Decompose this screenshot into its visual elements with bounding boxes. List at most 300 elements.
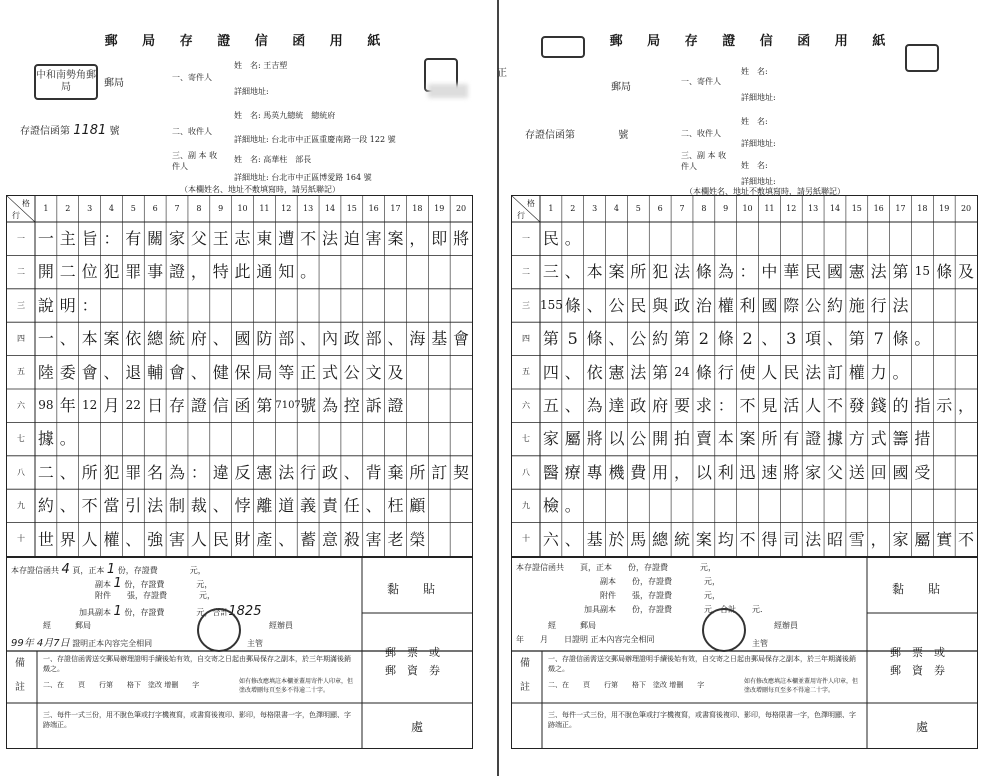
grid-character: 得 bbox=[761, 529, 778, 549]
grid-character: 案 bbox=[608, 262, 625, 282]
grid-character: 開 bbox=[652, 429, 669, 449]
remark-2: 二、在 頁 行第 格下 塗改 增刪 字 bbox=[548, 681, 705, 689]
grid-character: 所 bbox=[761, 429, 778, 449]
row-label: 一 bbox=[522, 233, 530, 243]
grid-character: 。 bbox=[564, 496, 581, 516]
grid-character: 、 bbox=[343, 462, 360, 482]
grid-character: 有 bbox=[783, 429, 800, 449]
grid-character: 民 bbox=[630, 295, 647, 315]
grid-character: 為 bbox=[717, 262, 734, 282]
cc-name: 高華柱 部長 bbox=[263, 155, 312, 164]
recipient-name: 馬英九總統 總統府 bbox=[263, 111, 336, 120]
text: 經 bbox=[43, 621, 51, 630]
text: 份，存證費 bbox=[124, 608, 165, 617]
grid-character: 第 bbox=[892, 262, 909, 282]
column-number: 14 bbox=[324, 204, 336, 213]
grid-character: 背 bbox=[365, 462, 382, 482]
row-label: 三 bbox=[522, 300, 530, 310]
grid-character: 父 bbox=[826, 462, 843, 482]
grid-character: 98 bbox=[38, 398, 54, 412]
grid-character: 義 bbox=[300, 496, 317, 516]
grid-character: 、 bbox=[278, 529, 295, 549]
grid-character: 法 bbox=[870, 262, 887, 282]
grid-character: 顧 bbox=[409, 496, 426, 516]
grid-character: 賣 bbox=[695, 429, 712, 449]
remark-3: 三、每件一式三份，用不脫色筆或打字機複寫，或書寫後複印、影印，每格限書一字，色澤明顯、字跡端正。 bbox=[43, 711, 351, 729]
grid-character: 害 bbox=[169, 529, 186, 549]
grid-character: 馬 bbox=[630, 529, 647, 549]
stamp-icon bbox=[541, 36, 585, 58]
grid-character: 2 bbox=[698, 329, 709, 349]
grid-character: 約 bbox=[37, 496, 54, 516]
footer-via bbox=[43, 620, 91, 631]
text-grid bbox=[511, 195, 978, 557]
stamp-area-label: 郵 票 或 郵 資 券 bbox=[890, 646, 945, 677]
grid-character: 據 bbox=[37, 429, 54, 449]
grid-character: 法 bbox=[674, 262, 691, 282]
grid-character: 的 bbox=[892, 396, 909, 415]
grid-character: 求 bbox=[695, 396, 712, 415]
grid-character: 費 bbox=[630, 462, 647, 482]
grid-character: 引 bbox=[125, 496, 142, 516]
sender-name-row bbox=[234, 60, 287, 71]
recipient-name-row bbox=[234, 110, 335, 121]
grid-character: 世 bbox=[37, 529, 54, 549]
grid-character: 公 bbox=[630, 429, 647, 449]
grid-character: 道 bbox=[278, 496, 295, 516]
text: 附件 bbox=[95, 591, 111, 600]
grid-character: 公 bbox=[805, 295, 822, 315]
grid-character: 拍 bbox=[674, 429, 691, 449]
grid-character: 約 bbox=[652, 329, 669, 349]
grid-character: 海 bbox=[409, 329, 426, 349]
field-label: 姓 名: bbox=[234, 155, 261, 164]
grid-character: 害 bbox=[365, 229, 382, 248]
grid-character: 速 bbox=[761, 462, 778, 482]
remarks-label: 備 註 bbox=[520, 658, 530, 693]
sender-addr-row: 詳細地址: bbox=[741, 93, 776, 102]
grid-character: 家 bbox=[169, 229, 186, 248]
certificate-suffix: 號 bbox=[618, 130, 629, 141]
grid-character: 本 bbox=[717, 429, 734, 449]
grid-character: 、 bbox=[125, 529, 142, 549]
grid-character: 行 bbox=[717, 362, 734, 382]
row-label: 二 bbox=[17, 267, 25, 277]
field-label: 姓 名: bbox=[234, 111, 261, 120]
column-number: 6 bbox=[657, 204, 663, 213]
postmark-icon bbox=[702, 608, 746, 652]
text: 本存證信函共 bbox=[516, 563, 564, 572]
grid-character: 條 bbox=[892, 329, 909, 349]
recipient-label: 二、收件人 bbox=[172, 127, 212, 136]
grid-character: 財 bbox=[234, 529, 251, 549]
grid-character: 輔 bbox=[147, 362, 164, 382]
grid-character: 案 bbox=[387, 229, 404, 248]
form-title: 郵 局 存 證 信 函 用 紙 bbox=[609, 34, 896, 49]
grid-character: 施 bbox=[848, 295, 865, 315]
grid-character: 契 bbox=[453, 462, 470, 482]
grid-character: 。 bbox=[892, 362, 909, 382]
grid-character: 一 bbox=[37, 229, 54, 248]
grid-character: 人 bbox=[190, 529, 207, 549]
grid-character: 二 bbox=[59, 262, 76, 282]
grid-character: 人 bbox=[761, 362, 778, 382]
grid-character: 民 bbox=[542, 229, 559, 248]
grid-character: 中 bbox=[761, 262, 778, 282]
grid-character: 會 bbox=[169, 362, 186, 382]
original-count: 1 bbox=[106, 562, 116, 577]
grid-character: 害 bbox=[365, 529, 382, 549]
text: 元． bbox=[752, 605, 768, 614]
grid-character: 國 bbox=[892, 462, 909, 482]
grid-character: 據 bbox=[826, 429, 843, 449]
grid-character: 所 bbox=[630, 262, 647, 282]
row-label: 四 bbox=[17, 333, 25, 343]
grid-character: 3 bbox=[786, 329, 797, 349]
paste-label: 黏 貼 bbox=[892, 582, 941, 596]
grid-character: 正 bbox=[300, 362, 317, 382]
remark-3: 三、每件一式三份，用不脫色筆或打字機複寫，或書寫後複印、影印，每格限書一字，色澤明顯、字跡端正。 bbox=[548, 711, 856, 729]
grid-character: 法 bbox=[321, 229, 338, 248]
grid-character: 離 bbox=[256, 496, 273, 516]
grid-character: 六 bbox=[542, 529, 559, 549]
grid-character: 統 bbox=[169, 329, 186, 349]
grid-character: 年 bbox=[59, 396, 76, 415]
remark-2: 二、在 頁 行第 格下 塗改 增刪 字 bbox=[43, 681, 200, 689]
grid-character: 不 bbox=[81, 496, 98, 516]
field-label: 姓 名: bbox=[234, 61, 261, 70]
text: 份，存證費 bbox=[117, 566, 158, 575]
column-number: 18 bbox=[412, 204, 423, 213]
grid-character: 。 bbox=[564, 229, 581, 248]
grid-character: 、 bbox=[608, 329, 625, 349]
handler-label: 經辦員 bbox=[269, 621, 293, 630]
grid-character: 5 bbox=[567, 329, 578, 349]
column-number: 1 bbox=[548, 204, 554, 213]
text: 年 月 日證明 bbox=[516, 635, 588, 644]
column-number: 16 bbox=[873, 204, 884, 213]
footer-row-2 bbox=[95, 576, 212, 591]
grid-character: 、 bbox=[564, 529, 581, 549]
grid-character: 將 bbox=[453, 229, 470, 248]
grid-character: 條 bbox=[936, 262, 953, 282]
certificate-label: 存證信函第 bbox=[20, 126, 70, 137]
date-handwritten: 99年 4月7日 bbox=[11, 638, 70, 649]
grid-character: 、 bbox=[59, 496, 76, 516]
grid-character: 所 bbox=[81, 462, 98, 482]
grid-character: 法 bbox=[805, 362, 822, 382]
grid-character: 利 bbox=[739, 295, 756, 315]
grid-character: 與 bbox=[652, 295, 669, 315]
grid-character: 違 bbox=[212, 462, 229, 482]
grid-character: 即 bbox=[431, 229, 448, 248]
grid-character: 12 bbox=[81, 398, 98, 412]
grid-character: 殺 bbox=[343, 529, 360, 549]
grid-character: 憲 bbox=[608, 362, 625, 382]
grid-character: ： bbox=[81, 295, 98, 315]
grid-character: 醫 bbox=[542, 462, 559, 482]
text: 加具副本 bbox=[584, 605, 616, 614]
grid-character: 公 bbox=[343, 362, 360, 382]
grid-character: 。 bbox=[300, 262, 317, 282]
grid-character: 明 bbox=[59, 295, 76, 315]
grid-character: 悖 bbox=[234, 496, 251, 516]
row-label: 九 bbox=[17, 500, 25, 510]
grid-character: 案 bbox=[695, 529, 712, 549]
grid-character: 部 bbox=[365, 329, 382, 349]
grid-character: 強 bbox=[147, 529, 164, 549]
grid-character: 名 bbox=[147, 462, 164, 482]
grid-character: 反 bbox=[234, 462, 251, 482]
grid-character: 控 bbox=[343, 396, 360, 415]
column-number: 11 bbox=[259, 204, 270, 213]
grid-character: 、 bbox=[59, 462, 76, 482]
grid-character: 不 bbox=[739, 396, 756, 415]
sender-label: 一、寄件人 bbox=[172, 73, 212, 82]
copy-count: 1 bbox=[113, 576, 122, 591]
grid-character: 依 bbox=[125, 329, 142, 349]
grid-character: 際 bbox=[783, 295, 800, 315]
stamp-area-label: 郵 票 或 郵 資 券 bbox=[385, 646, 440, 677]
grid-character: 犯 bbox=[103, 262, 120, 282]
column-number: 10 bbox=[742, 204, 753, 213]
grid-character: 示 bbox=[936, 396, 953, 415]
post-office-label: 郵局 bbox=[104, 78, 124, 89]
grid-character: 式 bbox=[870, 429, 887, 449]
grid-character: 回 bbox=[870, 462, 887, 482]
grid-character: 籌 bbox=[892, 429, 909, 449]
grid-character: 第 bbox=[848, 329, 865, 349]
form-note: （本欄姓名、地址不敷填寫時，請另紙聯記） bbox=[685, 187, 845, 196]
grid-character: 開 bbox=[37, 262, 54, 282]
grid-character: ， bbox=[674, 462, 691, 482]
sender-addr-row bbox=[234, 86, 269, 97]
grid-character: 產 bbox=[256, 529, 273, 549]
grid-character: 達 bbox=[608, 396, 625, 415]
grid-character: 二 bbox=[37, 462, 54, 482]
grid-character: 犯 bbox=[652, 262, 669, 282]
postmark-icon bbox=[197, 608, 241, 652]
grid-character: 。 bbox=[59, 429, 76, 449]
grid-corner-label: 格 bbox=[527, 199, 535, 208]
grid-character: 、 bbox=[103, 362, 120, 382]
grid-character: 案 bbox=[103, 329, 120, 349]
grid-character: 內 bbox=[321, 329, 338, 349]
grid-character: ： bbox=[103, 229, 120, 248]
grid-character: 證 bbox=[387, 396, 404, 415]
certificate-number bbox=[20, 122, 119, 138]
grid-character: 家 bbox=[542, 429, 559, 449]
remark-2b: 如有修改應填註本欄並蓋用寄件人印章，但塗改增刪每頁至多不得逾二十字。 bbox=[744, 678, 859, 694]
grid-character: 局 bbox=[256, 362, 273, 382]
column-number: 16 bbox=[368, 204, 379, 213]
grid-character: 實 bbox=[936, 529, 953, 549]
grid-character: 療 bbox=[564, 462, 581, 482]
column-number: 17 bbox=[390, 204, 401, 213]
grid-corner-label: 行 bbox=[12, 211, 20, 220]
grid-character: 2 bbox=[742, 329, 753, 349]
grid-character: 及 bbox=[387, 362, 404, 382]
column-number: 2 bbox=[570, 204, 576, 213]
grid-character: 號 bbox=[300, 396, 317, 415]
grid-character: 公 bbox=[608, 295, 625, 315]
grid-character: 總 bbox=[652, 529, 669, 549]
certificate-suffix: 號 bbox=[109, 126, 120, 137]
grid-character: 條 bbox=[564, 295, 581, 315]
grid-character: 國 bbox=[826, 262, 843, 282]
grid-character: 統 bbox=[674, 529, 691, 549]
grid-character: 、 bbox=[59, 329, 76, 349]
text: 正本內容完全相同 bbox=[590, 635, 655, 644]
text: 份，存證費 bbox=[628, 563, 668, 572]
grid-character: 棄 bbox=[387, 462, 404, 482]
column-number: 7 bbox=[679, 204, 685, 213]
grid-character: 所 bbox=[409, 462, 426, 482]
column-number: 2 bbox=[65, 204, 71, 213]
grid-character: 條 bbox=[695, 362, 712, 382]
grid-character: 責 bbox=[321, 496, 338, 516]
stamp-text: 中和南勢角郵局 bbox=[36, 70, 96, 93]
row-label: 八 bbox=[17, 467, 25, 477]
column-number: 18 bbox=[917, 204, 928, 213]
text: 元， bbox=[704, 577, 720, 586]
grid-character: 政 bbox=[674, 295, 691, 315]
grid-character: 昭 bbox=[826, 529, 843, 549]
column-number: 20 bbox=[455, 204, 467, 213]
text: 郵局 bbox=[75, 621, 91, 630]
grid-character: 不 bbox=[739, 529, 756, 549]
grid-character: 東 bbox=[256, 229, 273, 248]
total-value: 1825 bbox=[228, 604, 262, 619]
footer-row-1 bbox=[11, 562, 206, 577]
extra-copy-count: 1 bbox=[113, 604, 122, 619]
grid-character: 王 bbox=[212, 229, 229, 248]
grid-character: 民 bbox=[212, 529, 229, 549]
grid-character: 第 bbox=[674, 329, 691, 349]
grid-character: 家 bbox=[892, 529, 909, 549]
cc-addr-row: 詳細地址: bbox=[741, 177, 776, 186]
column-number: 8 bbox=[196, 204, 202, 213]
column-number: 15 bbox=[346, 204, 357, 213]
grid-character: 關 bbox=[147, 229, 164, 248]
grid-character: 約 bbox=[826, 295, 843, 315]
text: 附件 bbox=[600, 591, 616, 600]
grid-character: 受 bbox=[914, 462, 931, 482]
grid-character: ， bbox=[958, 396, 975, 415]
field-label: 詳細地址: bbox=[234, 87, 269, 96]
grid-character: 活 bbox=[783, 396, 800, 415]
column-number: 4 bbox=[613, 204, 620, 213]
page-divider bbox=[497, 0, 499, 776]
grid-character: 特 bbox=[212, 262, 229, 282]
grid-character: 說 bbox=[37, 295, 54, 315]
grid-character: 存 bbox=[169, 396, 186, 415]
footer-row-2 bbox=[600, 576, 720, 587]
form-title: 郵 局 存 證 信 函 用 紙 bbox=[104, 34, 391, 49]
grid-character: 府 bbox=[190, 329, 207, 349]
column-number: 4 bbox=[108, 204, 115, 213]
text: 元， bbox=[189, 566, 206, 575]
grid-character: 依 bbox=[586, 362, 603, 382]
grid-character: 四 bbox=[542, 362, 559, 382]
grid-character: 政 bbox=[630, 396, 647, 415]
grid-character: 檢 bbox=[542, 496, 559, 516]
grid-character: 訂 bbox=[826, 362, 843, 382]
grid-character: 措 bbox=[914, 429, 931, 449]
grid-character: 裁 bbox=[190, 496, 207, 516]
grid-character: 民 bbox=[805, 262, 822, 282]
cc-address: 台北市中正區博愛路 164 號 bbox=[271, 173, 372, 182]
grid-character: 、 bbox=[564, 262, 581, 282]
recipient-addr-row: 詳細地址: bbox=[741, 139, 776, 148]
grid-character: 屬 bbox=[564, 429, 581, 449]
recipient-label: 二、收件人 bbox=[681, 129, 721, 138]
row-label: 八 bbox=[522, 467, 530, 477]
column-number: 1 bbox=[43, 204, 49, 213]
grid-character: 、 bbox=[212, 496, 229, 516]
grid-character: 證 bbox=[805, 429, 822, 449]
grid-character: 為 bbox=[169, 462, 186, 482]
grid-character: 防 bbox=[256, 329, 273, 349]
document-page-2 bbox=[497, 0, 1000, 776]
grid-character: 證 bbox=[169, 262, 186, 282]
grid-character: 送 bbox=[848, 462, 865, 482]
grid-character: 任 bbox=[343, 496, 360, 516]
grid-character: 項 bbox=[805, 329, 822, 349]
footer-row-3 bbox=[95, 590, 215, 601]
post-office-label: 郵局 bbox=[611, 82, 631, 93]
grid-character: 將 bbox=[586, 429, 603, 449]
sender-name: 王吉塑 bbox=[263, 61, 288, 70]
text: 元， bbox=[704, 591, 720, 600]
grid-character: 委 bbox=[59, 362, 76, 382]
grid-character: 利 bbox=[717, 462, 734, 482]
grid-character: 第 bbox=[256, 396, 273, 415]
grid-character: 方 bbox=[848, 429, 865, 449]
column-number: 12 bbox=[281, 204, 292, 213]
pages-value: 4 bbox=[61, 562, 70, 577]
grid-character: 人 bbox=[81, 529, 98, 549]
column-number: 8 bbox=[701, 204, 707, 213]
grid-character: 法 bbox=[278, 462, 295, 482]
grid-character: 法 bbox=[892, 295, 909, 315]
grid-character: 位 bbox=[81, 262, 98, 282]
grid-character: 通 bbox=[256, 262, 273, 282]
grid-character: 遭 bbox=[278, 229, 295, 248]
grid-character: 訂 bbox=[431, 462, 448, 482]
grid-character: 會 bbox=[81, 362, 98, 382]
grid-character: 法 bbox=[147, 496, 164, 516]
row-label: 四 bbox=[522, 333, 530, 343]
grid-character: 證 bbox=[190, 396, 207, 415]
cc-name-row bbox=[234, 154, 311, 165]
grid-character: 24 bbox=[674, 364, 690, 379]
column-number: 14 bbox=[829, 204, 841, 213]
cc-label: 三、副 本 收件人 bbox=[681, 151, 727, 171]
footer-row-4 bbox=[584, 604, 768, 615]
grid-character: 不 bbox=[300, 229, 317, 248]
grid-character: 枉 bbox=[387, 496, 404, 516]
grid-character: 為 bbox=[321, 396, 338, 415]
grid-character: 旨 bbox=[81, 229, 98, 248]
row-label: 九 bbox=[522, 500, 530, 510]
grid-character: 老 bbox=[387, 529, 404, 549]
grid-character: 及 bbox=[958, 262, 975, 282]
footer-via bbox=[548, 620, 596, 631]
grid-character: 一 bbox=[37, 329, 54, 349]
text: 證明正本內容完全相同 bbox=[72, 639, 153, 648]
seal-label: 處 bbox=[916, 720, 929, 734]
